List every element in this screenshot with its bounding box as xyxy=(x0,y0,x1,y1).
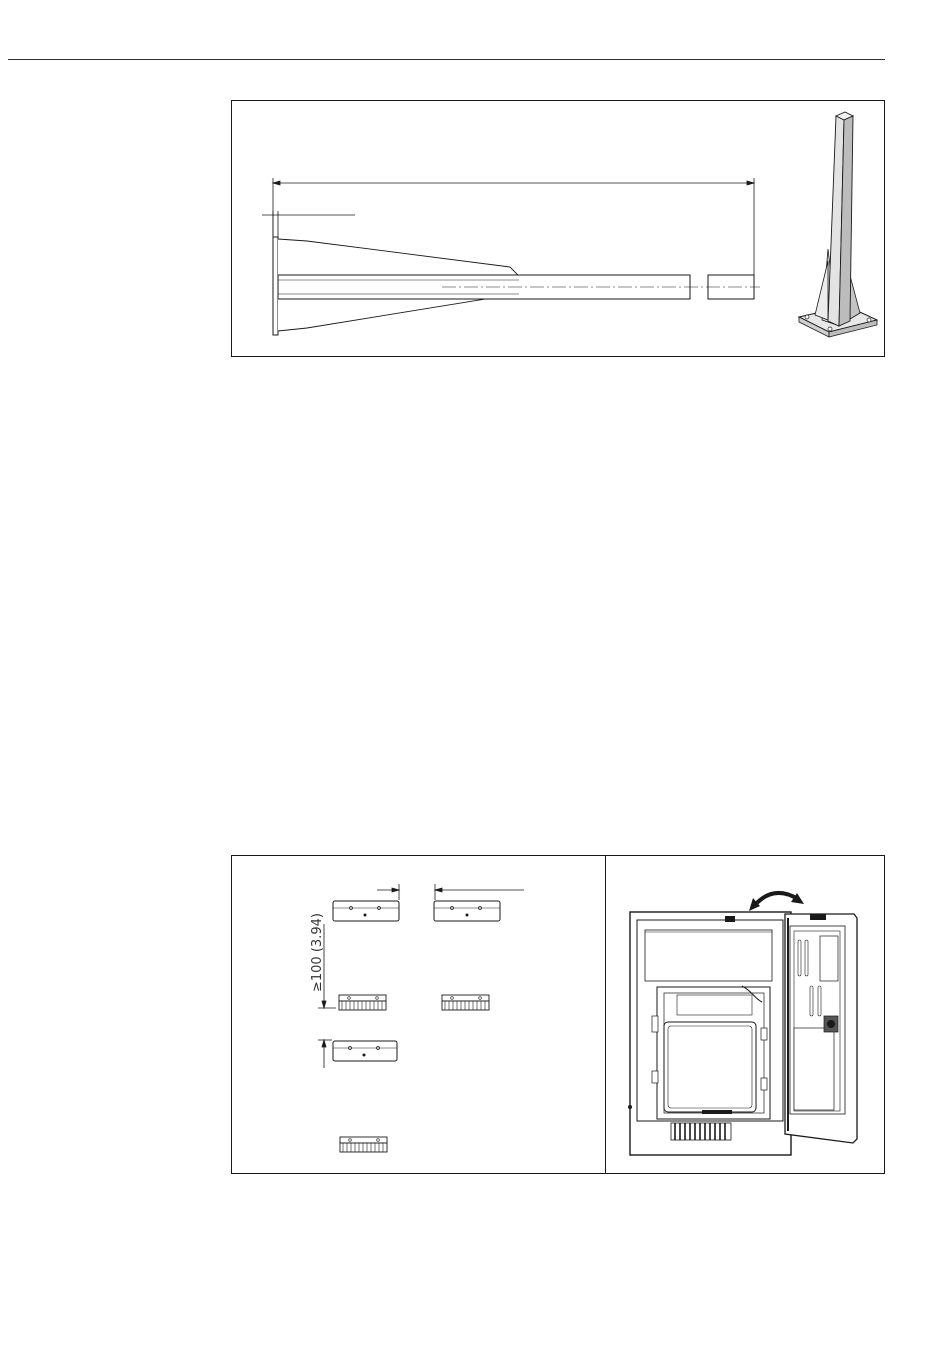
spacing-dimension-label: ≥100 (3.94) xyxy=(310,913,325,992)
header-rule xyxy=(8,59,885,60)
door-swing-arrow xyxy=(754,893,798,906)
wall-mounting-figure xyxy=(231,855,885,1174)
post-isometric-drawing xyxy=(232,101,886,358)
open-cabinet-drawing xyxy=(232,856,886,1175)
post-mounting-figure xyxy=(231,100,885,357)
